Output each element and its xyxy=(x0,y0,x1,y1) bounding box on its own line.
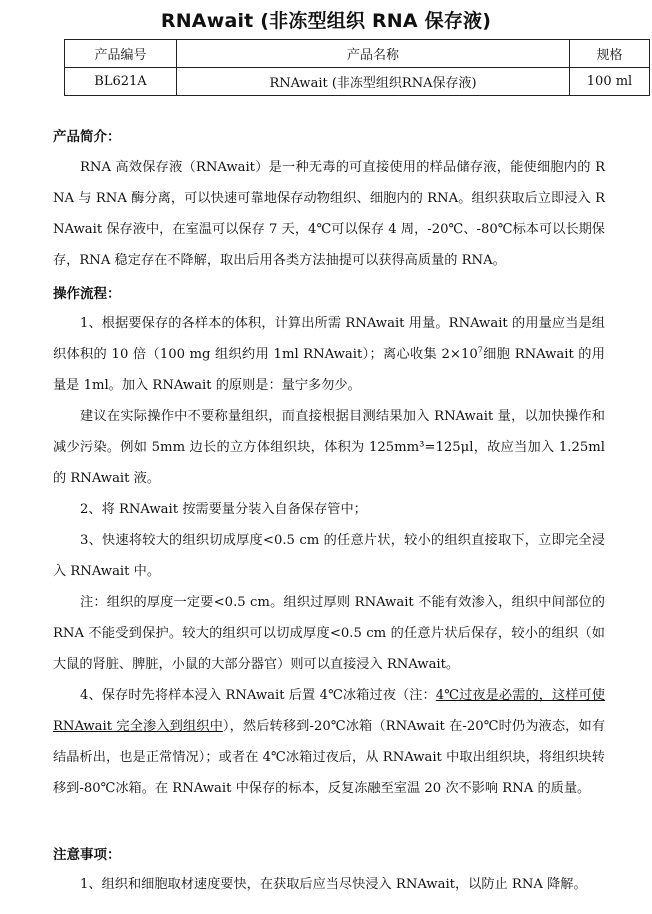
intro-paragraph: RNA 高效保存液（RNAwait）是一种无毒的可直接使用的样品储存液，能使细胞内的 RNA 与 RNA 酶分离，可以快速可靠地保存动物组织、细胞内的 RNA。组织获取后立即浸入 RNAwait 保存液中，在室温可以保存 7 天，4℃可以保存 4 周，-20℃、-80℃标本可以长期保存，RNA 稳定存在不降解，取出后用各类方法抽提可以获得高质量的 RNA。 xyxy=(53,160,605,268)
intro-heading: 产品简介： xyxy=(53,129,121,145)
step4-paragraph xyxy=(53,680,605,804)
step1-note-paragraph: 建议在实际操作中不要称量组织，而直接根据目测结果加入 RNAwait 量，以加快操作和减少污染。例如 5mm 边长的立方体组织块，体积为 125mm³=125μl，故应当加入 1.25ml 的 RNAwait 液。 xyxy=(53,409,605,486)
step3-note-paragraph: 注：组织的厚度一定要<0.5 cm。组织过厚则 RNAwait 不能有效渗入，组织中间部位的 RNA 不能受到保护。较大的组织可以切成厚度<0.5 cm 的任意片状后保存，较小的组织（如大鼠的肾脏、脾脏，小鼠的大部分器官）则可以直接浸入 RNAwait。 xyxy=(53,595,605,672)
step1-paragraph xyxy=(53,308,605,401)
header-product-name: 产品名称 xyxy=(177,40,570,68)
cell-product-code: BL621A xyxy=(65,68,177,96)
step1-text-a: 1、根据要保存的各样本的体积，计算出所需 RNAwait 用量。RNAwait 的用量应当是组织体积的 10 倍（100 mg 组织约用 1ml RNAwait）；离心收集 2×10 xyxy=(53,316,605,362)
procedure-heading: 操作流程： xyxy=(53,286,121,302)
header-spec: 规格 xyxy=(570,40,650,68)
note1-paragraph: 1、组织和细胞取材速度要快，在获取后应当尽快浸入 RNAwait，以防止 RNA 降解。 xyxy=(80,877,587,892)
step1-superscript: 7 xyxy=(477,345,483,355)
step3-paragraph: 3、快速将较大的组织切成厚度<0.5 cm 的任意片状，较小的组织直接取下，立即完全浸入 RNAwait 中。 xyxy=(53,533,605,579)
cell-product-name: RNAwait (非冻型组织RNA保存液) xyxy=(177,68,570,96)
step4-underlined-text: 4℃过夜是必需的，这样可使 RNAwait 完全渗入到组织中 xyxy=(53,688,605,734)
table-header-row xyxy=(65,40,650,68)
table-row xyxy=(65,68,650,96)
notes-heading: 注意事项： xyxy=(53,847,121,863)
step2-paragraph: 2、将 RNAwait 按需要量分装入自备保存管中； xyxy=(80,502,367,517)
step4-text-a: 4、保存时先将样本浸入 RNAwait 后置 4℃冰箱过夜（注： xyxy=(80,688,436,703)
header-product-code: 产品编号 xyxy=(65,40,177,68)
cell-spec: 100 ml xyxy=(570,68,650,96)
document-title: RNAwait (非冻型组织 RNA 保存液) xyxy=(160,10,492,32)
product-table xyxy=(64,39,650,96)
step1-text-b: 细胞 RNAwait 的用量是 1ml。加入 RNAwait 的原则是：量宁多勿少。 xyxy=(53,347,605,393)
step4-text-b: ），然后转移到-20℃冰箱（RNAwait 在-20℃时仍为液态，如有结晶析出，也是正常情况）；或者在 4℃冰箱过夜后，从 RNAwait 中取出组织块，将组织块转移到-80℃冰箱。在 RNAwait 中保存的标本，反复冻融至室温 20 次不影响 RNA 的质量。 xyxy=(53,719,606,796)
